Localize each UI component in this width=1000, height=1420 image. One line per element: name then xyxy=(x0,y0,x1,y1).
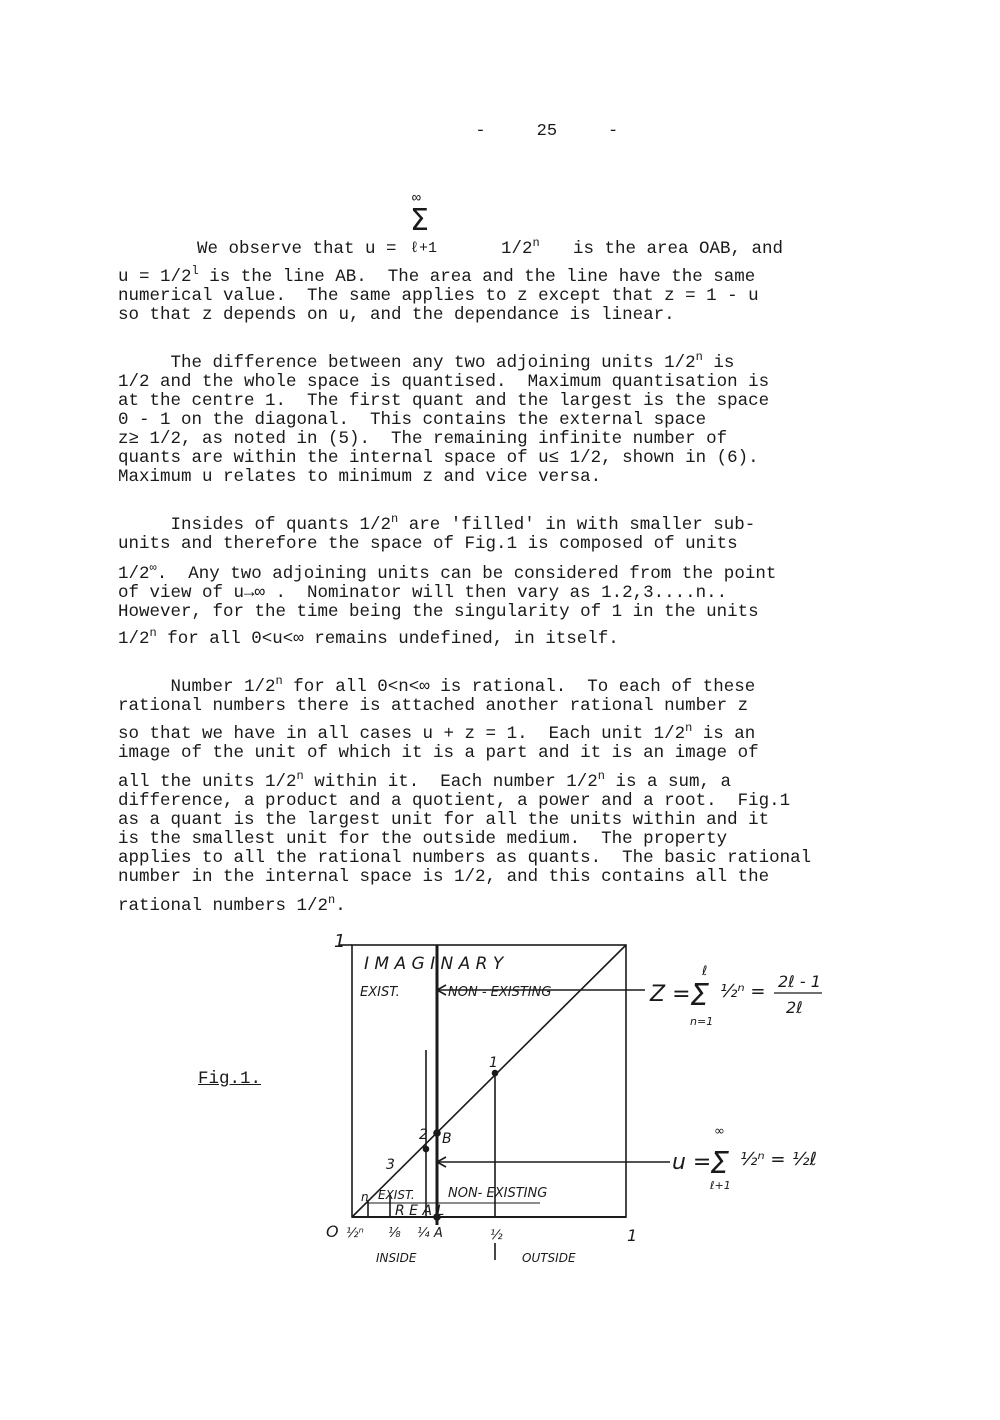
origin-label: O xyxy=(326,1222,339,1241)
inside-label: INSIDE xyxy=(376,1251,417,1265)
page-number: - 25 - xyxy=(475,122,619,141)
p4-line-2: rational numbers there is attached another rational number z xyxy=(118,696,749,716)
z-sigma-top: ℓ xyxy=(702,964,708,979)
point-3-label: 3 xyxy=(386,1157,395,1173)
p1-line-3: so that z depends on u, and the dependance is linear. xyxy=(118,305,675,325)
p4-line-9: applies to all the rational numbers as quants. The basic rational xyxy=(118,848,812,868)
p2-line-4: 0 - 1 on the diagonal. This contains the external space xyxy=(118,410,707,430)
equation-tail: is the area OAB, and xyxy=(573,238,784,259)
point-2 xyxy=(434,1130,440,1136)
x-label-1-over-2: ½ xyxy=(490,1228,503,1243)
p2-line-5: z≥ 1/2, as noted in (5). The remaining infinite number of xyxy=(118,429,728,449)
figure-1-diagram xyxy=(300,925,860,1270)
real-label: R E A L xyxy=(395,1203,445,1219)
p3-line-4: of view of u→∞ . Nominator will then vary as 1.2,3....n.. xyxy=(118,583,728,603)
p2-line-3: at the centre 1. The first quant and the largest is the space xyxy=(118,391,770,411)
point-3 xyxy=(424,1147,429,1152)
x-label-1-over-4: ¼ xyxy=(417,1226,430,1241)
p1-line-2: numerical value. The same applies to z except that z = 1 - u xyxy=(118,286,759,306)
u-sigma-bottom: ℓ+1 xyxy=(710,1179,731,1192)
p4-line-3: so that we have in all cases u + z = 1. Each unit 1/2$^n$ is an xyxy=(118,721,756,744)
p1-line-1: $u = 1/2^l$ is the line AB. The area and the line have the same xyxy=(118,264,756,287)
x-label-1-over-8: ⅛ xyxy=(388,1226,401,1241)
u-formula-text: u = xyxy=(672,1150,712,1175)
z-formula-text: Z = xyxy=(650,982,691,1007)
p3-line-6: 1/2$^n$ for all 0<u<∞ remains undefined, in itself. xyxy=(118,626,619,649)
p3-line-2: units and therefore the space of Fig.1 is composed of units xyxy=(118,534,738,554)
figure-caption: Fig.1. xyxy=(198,1069,262,1089)
z-term: ½ⁿ = xyxy=(720,981,766,1002)
point-2-label: 2 xyxy=(419,1127,428,1143)
sigma-symbol: Σ xyxy=(410,203,429,238)
exist-bottom-label: EXIST. xyxy=(378,1188,415,1202)
equation-sum-u: We observe that u = xyxy=(197,238,397,259)
point-B-label: B xyxy=(442,1131,452,1147)
z-rhs-numerator: 2ℓ - 1 xyxy=(778,972,821,991)
p4-line-6: difference, a product and a quotient, a power and a root. Fig.1 xyxy=(118,791,791,811)
u-sigma-top: ∞ xyxy=(714,1124,725,1139)
z-sigma: Σ xyxy=(690,978,709,1013)
p2-line-1: The difference between any two adjoining units 1/2$^n$ is xyxy=(118,350,735,373)
top-one-label: 1 xyxy=(334,931,346,952)
p2-line-6: quants are within the internal space of u≤ 1/2, shown in (6). xyxy=(118,448,759,468)
p4-line-4: image of the unit of which it is a part and it is an image of xyxy=(118,743,759,763)
x-label-1-over-2n: ½ⁿ xyxy=(346,1226,364,1241)
p2-line-7: Maximum u relates to minimum z and vice versa. xyxy=(118,467,602,487)
x-label-A: A xyxy=(434,1226,443,1241)
p4-line-7: as a quant is the largest unit for all the units within and it xyxy=(118,810,770,830)
z-rhs-denominator: 2ℓ xyxy=(786,998,803,1017)
x-label-1: 1 xyxy=(627,1226,638,1245)
outside-label: OUTSIDE xyxy=(522,1251,576,1265)
p3-line-3: 1/2∞. Any two adjoining units can be considered from the point xyxy=(118,561,777,584)
sigma-term: 1/2$^n$ xyxy=(501,235,540,259)
point-1 xyxy=(493,1071,498,1076)
point-1-label: 1 xyxy=(489,1055,498,1071)
imaginary-label: I M A G I N A R Y xyxy=(364,954,504,974)
sigma-upper-limit: ∞ xyxy=(412,190,422,207)
sigma-lower-limit: ℓ+1 xyxy=(410,240,438,257)
z-sigma-bottom: n=1 xyxy=(690,1015,714,1028)
p3-line-1: Insides of quants 1/2$^n$ are 'filled' in with smaller sub- xyxy=(118,512,756,535)
non-existing-bottom-label: NON- EXISTING xyxy=(448,1186,548,1201)
p4-line-10: number in the internal space is 1/2, and this contains all the xyxy=(118,867,770,887)
n-label: n xyxy=(361,1190,369,1204)
p2-line-2: 1/2 and the whole space is quantised. Maximum quantisation is xyxy=(118,372,770,392)
p4-line-1: Number 1/2$^n$ for all 0<n<∞ is rational. To each of these xyxy=(118,674,756,697)
non-existing-top-label: NON - EXISTING xyxy=(448,985,552,1000)
p4-line-8: is the smallest unit for the outside medium. The property xyxy=(118,829,728,849)
u-rhs: ½ℓ xyxy=(792,1149,817,1170)
p3-line-5: However, for the time being the singularity of 1 in the units xyxy=(118,602,759,622)
p4-line-5: all the units 1/2$^n$ within it. Each number 1/2$^n$ is a sum, a xyxy=(118,769,732,792)
u-sigma: Σ xyxy=(710,1146,729,1181)
p4-line-11: rational numbers 1/2$^n$. xyxy=(118,893,346,916)
exist-label: EXIST. xyxy=(360,985,400,1000)
u-term: ½ⁿ = xyxy=(740,1149,786,1170)
